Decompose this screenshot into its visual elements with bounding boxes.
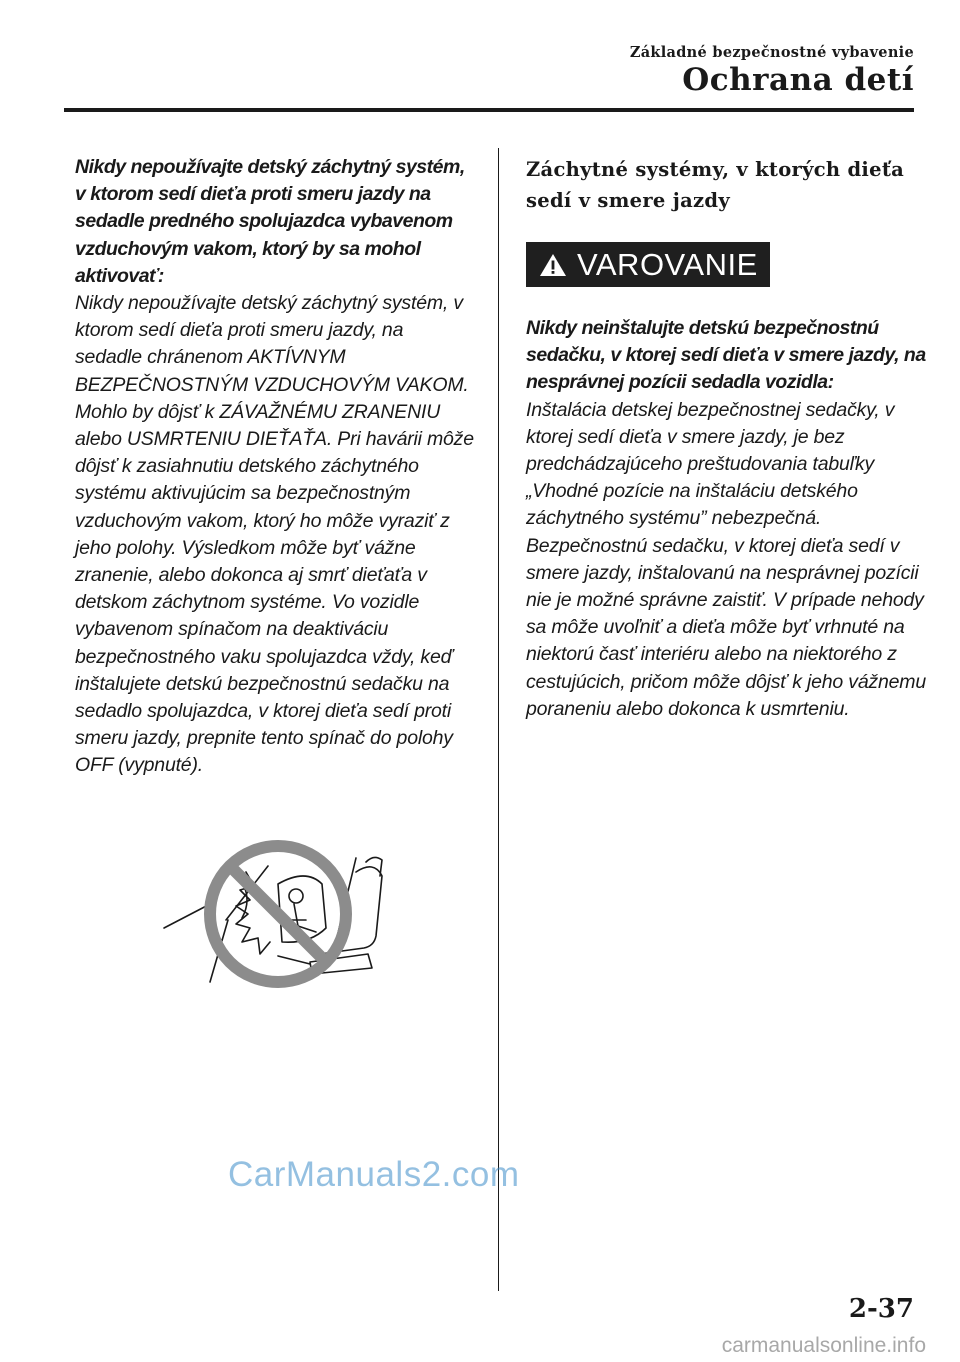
footer-watermark: carmanualsonline.info	[721, 1334, 926, 1357]
airbag-warning-body: Nikdy nepoužívajte detský záchytný systém, v ktorom sedí dieťa proti smeru jazdy, na sedadle chránenom AKTÍVNYM BEZPEČNOSTNÝM VZDUCHOVÝM VAKOM. Mohlo by dôjsť k ZÁVAŽNÉMU ZRANENIU alebo USMRTENIU DIEŤAŤA. Pri havárii môže dôjsť k zasiahnutiu detského záchytného systému aktivujúcim sa bezpečnostným vzduchovým vakom, ktorý ho môže vyraziť z jeho polohy. Výsledkom môže byť vážne zranenie, alebo dokonca aj smrť dieťaťa v detskom záchytnom systéme. Vo vozidle vybavenom spínačom na deaktiváciu bezpečnostného vaku spolujazdca vždy, keď inštalujete detskú bezpečnostnú sedačku na sedadlo spolujazdca, v ktorej dieťa sedí proti smeru jazdy, prepnite tento spínač do polohy OFF (vypnuté).	[75, 292, 474, 777]
seat-warning-body: Inštalácia detskej bezpečnostnej sedačky, v ktorej sedí dieťa v smere jazdy, je bez predchádzajúceho preštudovania tabuľky „Vhodné pozície na inštaláciu detského záchytného systému” nebezpečná. Bezpečnostnú sedačku, v ktorej dieťa sedí v smere jazdy, inštalovanú na nesprávnej pozícii nie je možné správne zaistiť. V prípade nehody sa môže uvoľniť a dieťa môže byť vrhnuté na niektorú časť interiéru alebo na niektorého z cestujúcich, pričom môže dôjsť k jeho vážnemu poraneniu alebo dokonca k usmrteniu.	[526, 398, 926, 720]
airbag-warning-title: Nikdy nepoužívajte detský záchytný systém, v ktorom sedí dieťa proti smeru jazdy na sedadle predného spolujazdca vybavenom vzduchovým vakom, ktorý by sa mohol aktivovať:	[75, 156, 465, 287]
seat-warning-title: Nikdy neinštalujte detskú bezpečnostnú sedačku, v ktorej sedí dieťa v smere jazdy, na nesprávnej pozícii sedadla vozidla:	[526, 317, 926, 394]
prohibited-rear-facing-seat-icon	[160, 832, 410, 992]
warning-banner	[526, 242, 770, 287]
right-column	[526, 154, 926, 723]
header-rule	[64, 108, 914, 112]
column-divider	[498, 148, 499, 1291]
left-column	[75, 154, 475, 780]
header-section: Základné bezpečnostné vybavenie	[629, 44, 914, 61]
watermark: CarManuals2.com	[228, 1155, 520, 1194]
page-number: 2-37	[848, 1294, 914, 1324]
section-heading: Záchytné systémy, v ktorých dieťa sedí v smere jazdy	[526, 158, 905, 212]
page-title: Ochrana detí	[682, 62, 914, 98]
warning-triangle-icon	[538, 252, 568, 278]
warning-banner-label: VAROVANIE	[577, 246, 758, 282]
